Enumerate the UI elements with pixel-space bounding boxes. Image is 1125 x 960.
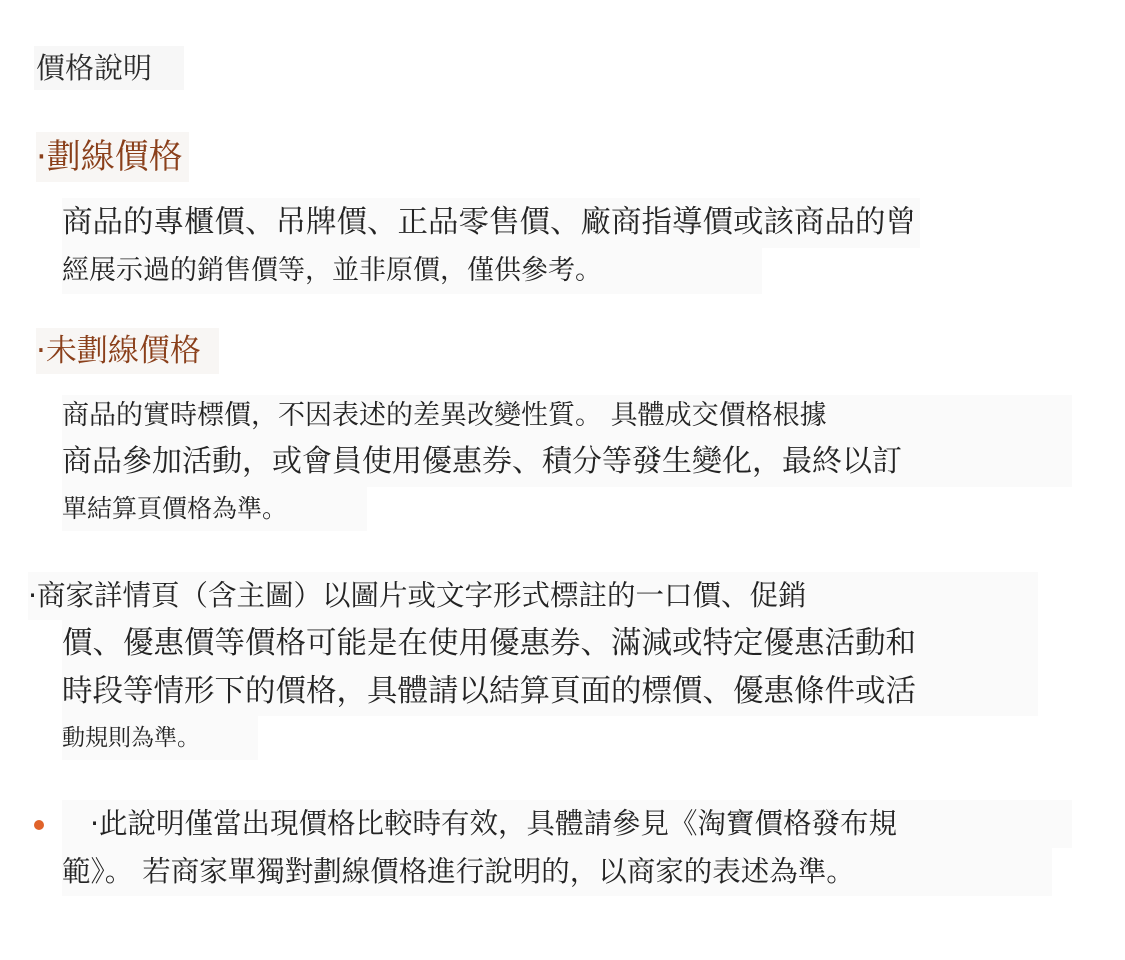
paragraph-line: ·此說明僅當出現價格比較時有效，具體請參見《淘寶價格發布規 [62,800,1072,848]
section-body-validity-note [62,800,1072,896]
bullet-dot-icon [34,820,44,830]
paragraph-line: 時段等情形下的價格，具體請以結算頁面的標價、優惠條件或活 [62,668,1038,716]
paragraph-line: 商品參加活動，或會員使用優惠券、積分等發生變化，最終以訂 [62,437,1072,487]
paragraph-line: 商品的實時標價，不因表述的差異改變性質。 具體成交價格根據 [62,395,1072,437]
section-heading-strikethrough-price: ·劃線價格 [36,132,189,182]
paragraph-line: ·商家詳情頁（含主圖）以圖片或文字形式標註的一口價、促銷 [28,572,1038,620]
paragraph-line: 商品的專櫃價、吊牌價、正品零售價、廠商指導價或該商品的曾 [62,198,920,248]
paragraph-line: 動規則為準。 [62,716,258,760]
paragraph-line: 經展示過的銷售價等，並非原價，僅供參考。 [62,248,762,294]
page-title: 價格說明 [34,46,184,90]
paragraph-line: 單結算頁價格為準。 [62,487,367,531]
paragraph-line: 範》。 若商家單獨對劃線價格進行說明的，以商家的表述為準。 [62,848,1052,896]
section-body-merchant-detail-price [28,572,1038,760]
paragraph-line: 價、優惠價等價格可能是在使用優惠券、滿減或特定優惠活動和 [62,620,1038,668]
section-heading-regular-price: ·未劃線價格 [36,328,219,374]
section-body-strikethrough-price [62,198,920,294]
section-body-regular-price [62,395,1072,531]
